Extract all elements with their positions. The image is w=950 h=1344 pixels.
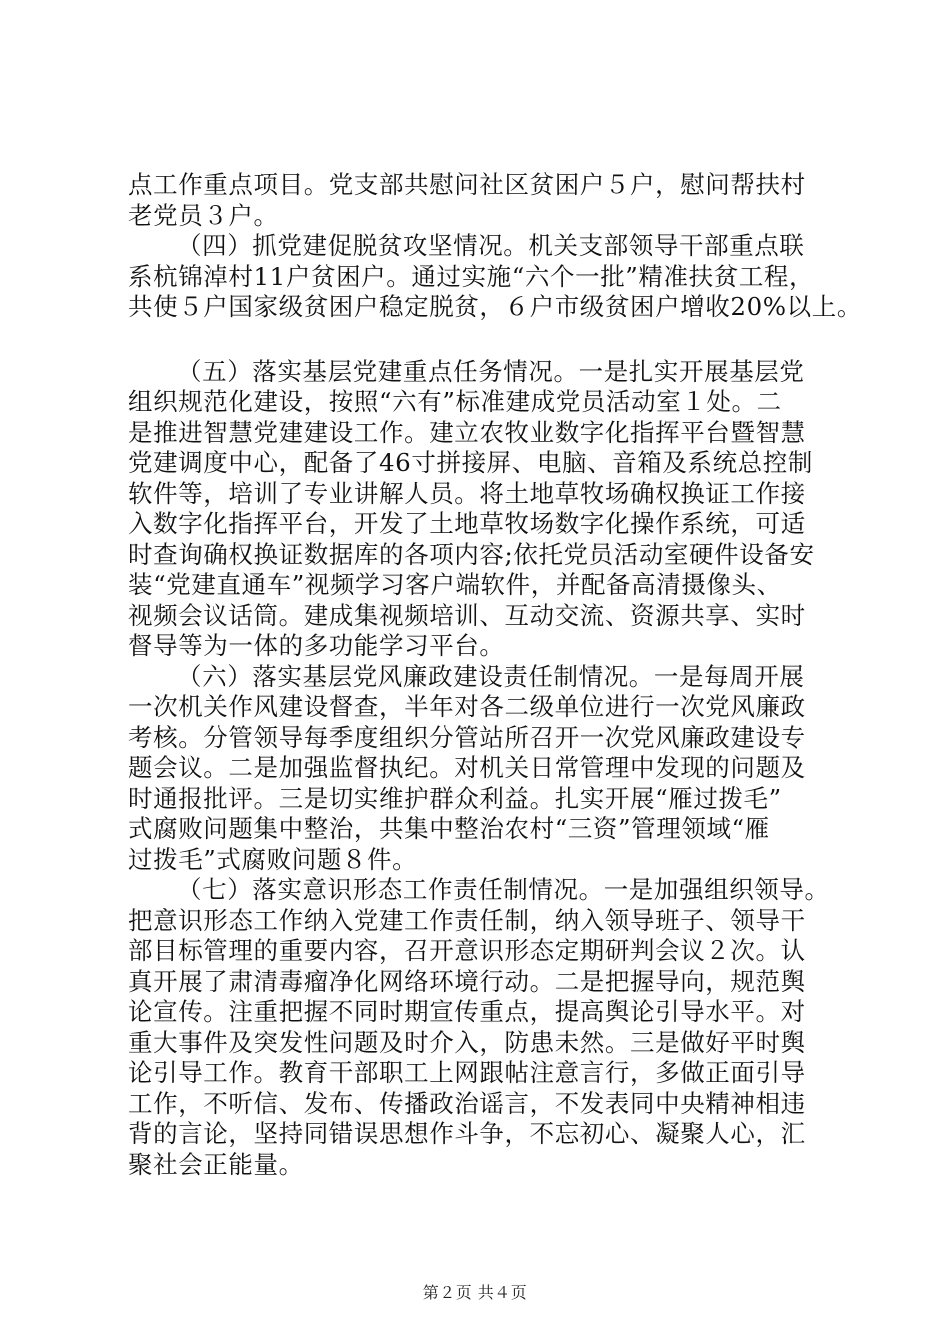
text-line: 是推进智慧党建建设工作。建立农牧业数字化指挥平台暨智慧 — [128, 417, 806, 447]
text-line: 软件等，培训了专业讲解人员。将土地草牧场确权换证工作接 — [128, 478, 806, 508]
paragraph-gap — [128, 323, 838, 357]
text-line: 系杭锦淖村11户贫困户。通过实施“六个一批”精准扶贫工程， — [128, 261, 815, 291]
text-line: 点工作重点项目。党支部共慰问社区贫困户５户，慰问帮扶村 — [128, 170, 806, 199]
text-line: 视频会议话筒。建成集视频培训、互动交流、资源共享、实时 — [128, 600, 806, 630]
section-six-heading-line: （六）落实基层党风廉政建设责任制情况。一是每周开展 — [177, 661, 805, 691]
text-line: 论宣传。注重把握不同时期宣传重点，提高舆论引导水平。对 — [128, 997, 806, 1026]
section-five-heading-line: （五）落实基层党建重点任务情况。一是扎实开展基层党 — [177, 356, 805, 386]
text-line: 把意识形态工作纳入党建工作责任制，纳入领导班子、领导干 — [128, 905, 806, 935]
text-line: 督导等为一体的多功能学习平台。 — [128, 631, 505, 660]
text-line: 老党员３户。 — [128, 200, 279, 230]
text-line: 部目标管理的重要内容，召开意识形态定期研判会议２次。认 — [128, 936, 806, 965]
text-line: 式腐败问题集中整治，共集中整治农村“三资”管理领域“雁 — [128, 814, 770, 843]
page-number-footer: 第２页 共４页 — [422, 1283, 528, 1302]
text-line: 时查询确权换证数据库的各项内容;依托党员活动室硬件设备安 — [128, 539, 815, 569]
text-line: 过拨毛”式腐败问题８件。 — [128, 844, 418, 874]
text-line: 工作，不听信、发布、传播政治谣言，不发表同中央精神相违 — [128, 1088, 806, 1118]
text-line: 组织规范化建设，按照“六有”标准建成党员活动室１处。二 — [128, 387, 782, 416]
section-four-heading-line: （四）抓党建促脱贫攻坚情况。机关支部领导干部重点联 — [177, 231, 805, 260]
text-line: 考核。分管领导每季度组织分管站所召开一次党风廉政建设专 — [128, 722, 806, 752]
text-line: 重大事件及突发性问题及时介入，防患未然。三是做好平时舆 — [128, 1027, 806, 1057]
section-seven-heading-line: （七）落实意识形态工作责任制情况。一是加强组织领导。 — [177, 875, 830, 904]
text-line: 共使５户国家级贫困户稳定脱贫，６户市级贫困户增收20%以上。 — [128, 292, 862, 321]
text-line: 聚社会正能量。 — [128, 1149, 304, 1179]
text-line: 装“党建直通车”视频学习客户端软件，并配备高清摄像头、 — [128, 570, 782, 599]
text-line: 入数字化指挥平台，开发了土地草牧场数字化操作系统，可适 — [128, 509, 806, 538]
text-line: 背的言论，坚持同错误思想作斗争，不忘初心、凝聚人心，汇 — [128, 1119, 806, 1148]
text-line: 一次机关作风建设督查，半年对各二级单位进行一次党风廉政 — [128, 692, 806, 721]
text-line: 真开展了肃清毒瘤净化网络环境行动。二是把握导向，规范舆 — [128, 966, 806, 996]
text-line: 时通报批评。三是切实维护群众利益。扎实开展“雁过拨毛” — [128, 783, 782, 813]
document-body — [128, 170, 862, 1180]
text-line: 题会议。二是加强监督执纪。对机关日常管理中发现的问题及 — [128, 753, 806, 782]
text-line: 党建调度中心，配备了46寸拼接屏、电脑、音箱及系统总控制 — [128, 448, 813, 477]
text-line: 论引导工作。教育干部职工上网跟帖注意言行，多做正面引导 — [128, 1058, 806, 1087]
